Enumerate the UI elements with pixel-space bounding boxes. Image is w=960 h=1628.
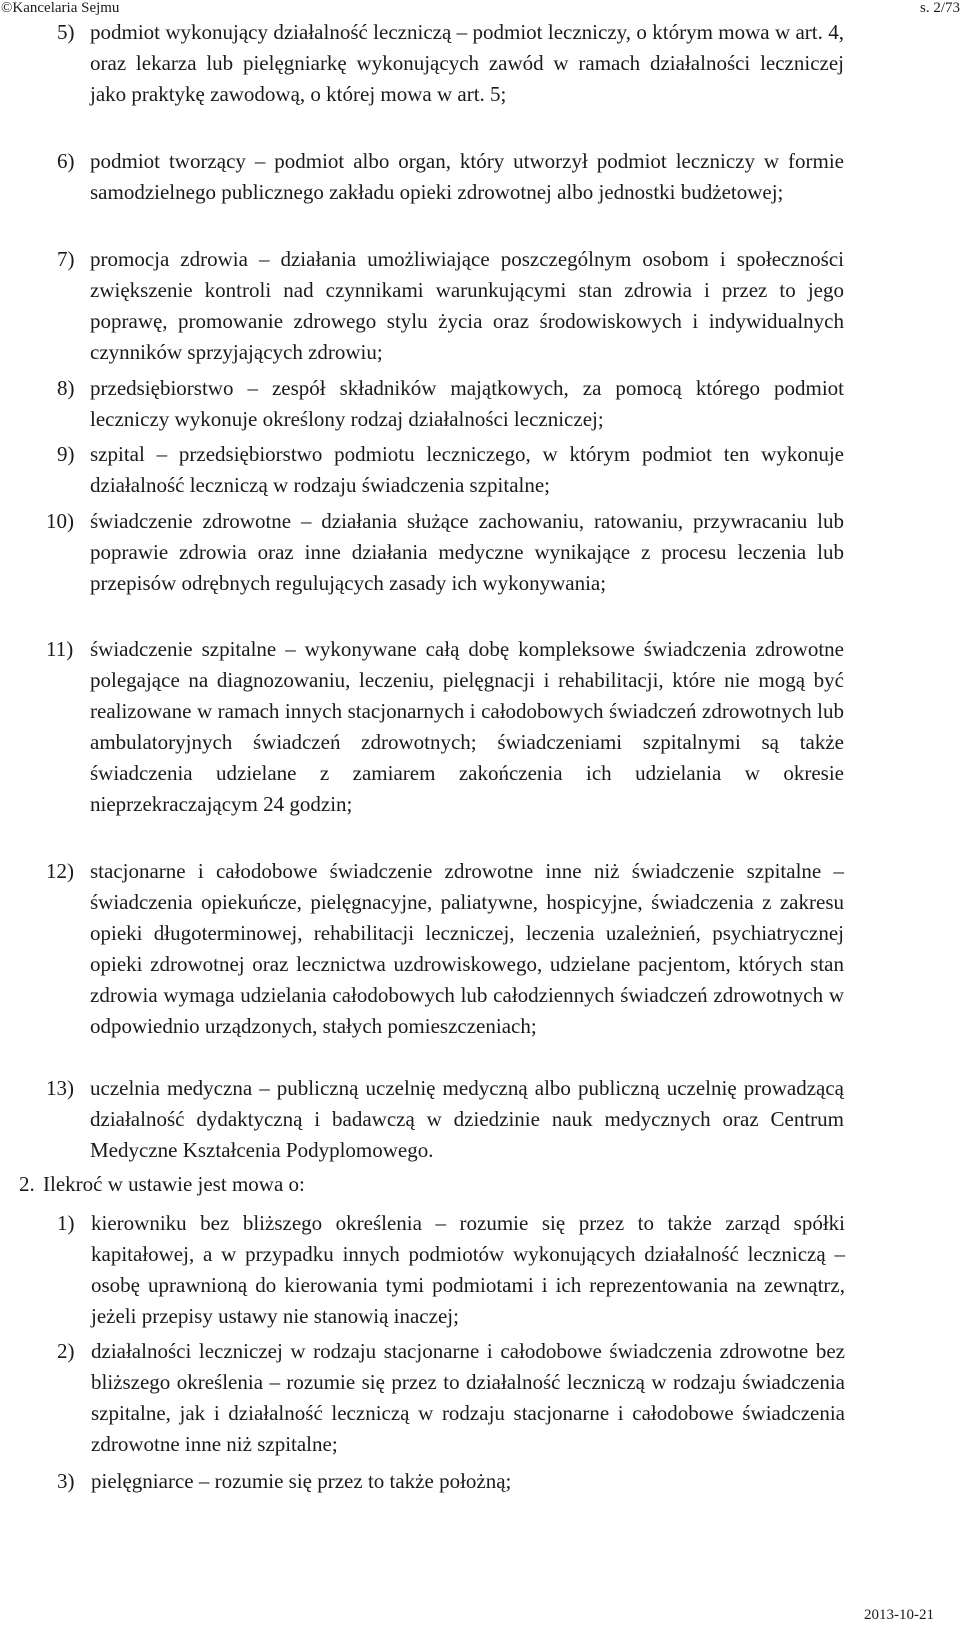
section-text: Ilekroć w ustawie jest mowa o: (43, 1172, 305, 1196)
item-number: 6) (57, 149, 75, 173)
item-number: 5) (57, 20, 75, 44)
list-item (57, 1336, 845, 1460)
list-item (57, 1208, 845, 1332)
item-number: 11) (46, 637, 74, 661)
item-text: podmiot tworzący – podmiot albo organ, który utworzył podmiot leczniczy w formie samodzielnego publicznego zakładu opieki zdrowotnej albo jednostki budżetowej; (90, 149, 844, 204)
list-item (46, 856, 844, 1042)
item-text: świadczenie zdrowotne – działania służące zachowaniu, ratowaniu, przywracaniu lub poprawie zdrowia oraz inne działania medyczne wynikające z procesu leczenia lub przepisów odrębnych regulujących zasady ich wykonywania; (90, 509, 844, 595)
item-number: 10) (46, 509, 74, 533)
item-number: 8) (57, 376, 75, 400)
page-footer-date: 2013-10-21 (864, 1607, 934, 1623)
item-text: kierowniku bez bliższego określenia – rozumie się przez to także zarząd spółki kapitałowej, a w przypadku innych podmiotów wykonujących działalność leczniczą – osobę uprawnioną do kierowania tymi podmiotami i ich reprezentowania na zewnątrz, jeżeli przepisy ustawy nie stanowią inaczej; (91, 1211, 845, 1328)
item-number: 12) (46, 859, 74, 883)
item-text: przedsiębiorstwo – zespół składników majątkowych, za pomocą którego podmiot leczniczy wykonuje określony rodzaj działalności leczniczej; (90, 376, 844, 431)
item-number: 9) (57, 442, 75, 466)
item-number: 7) (57, 247, 75, 271)
item-text: promocja zdrowia – działania umożliwiające poszczególnym osobom i społeczności zwiększenie kontroli nad czynnikami warunkującymi stan zdrowia i przez to jego poprawę, promowanie zdrowego stylu życia oraz środowiskowych i indywidualnych czynników sprzyjających zdrowiu; (90, 247, 844, 364)
list-item (57, 1466, 845, 1497)
page-number: s. 2/73 (919, 0, 960, 16)
list-item (46, 1073, 844, 1166)
item-number: 3) (57, 1469, 75, 1493)
list-item (46, 506, 844, 599)
list-item (57, 17, 844, 110)
item-text: podmiot wykonujący działalność leczniczą – podmiot leczniczy, o którym mowa w art. 4, oraz lekarza lub pielęgniarkę wykonujących zawód w ramach działalności leczniczej jako praktykę zawodową, o której mowa w art. 5; (90, 20, 844, 106)
list-item (57, 146, 844, 208)
item-text: stacjonarne i całodobowe świadczenie zdrowotne inne niż świadczenie szpitalne – świadczenia opiekuńcze, pielęgnacyjne, paliatywne, hospicyjne, świadczenia z zakresu opieki długoterminowej, rehabilitacji leczniczej, leczenia uzależnień, psychiatrycznej opieki zdrowotnej oraz lecznictwa uzdrowiskowego, udzielane pacjentom, których stan zdrowia wymaga udzielania całodobowych lub całodziennych świadczeń zdrowotnych w odpowiednio urządzonych, stałych pomieszczeniach; (90, 859, 844, 1038)
item-text: świadczenie szpitalne – wykonywane całą dobę kompleksowe świadczenia zdrowotne polegające na diagnozowaniu, leczeniu, pielęgnacji i rehabilitacji, które nie mogą być realizowane w ramach innych stacjonarnych i całodobowych świadczeń zdrowotnych lub ambulatoryjnych świadczeń zdrowotnych; świadczeniami szpitalnymi są także świadczenia udzielane z zamiarem zakończenia ich udzielania w okresie nieprzekraczającym 24 godzin; (90, 637, 844, 816)
list-item (57, 373, 844, 435)
list-item (57, 244, 844, 368)
section-number: 2. (19, 1172, 35, 1196)
item-text: szpital – przedsiębiorstwo podmiotu leczniczego, w którym podmiot ten wykonuje działalność leczniczą w rodzaju świadczenia szpitalne; (90, 442, 844, 497)
item-text: działalności leczniczej w rodzaju stacjonarne i całodobowe świadczenia zdrowotne bez bliższego określenia – rozumie się przez to działalność leczniczą w rodzaju świadczenia szpitalne, jak i działalność leczniczą w rodzaju stacjonarne i całodobowe świadczenia zdrowotne inne niż szpitalne; (91, 1339, 845, 1456)
list-item (46, 634, 844, 820)
list-item (57, 439, 844, 501)
source-label: ©Kancelaria Sejmu (1, 0, 120, 16)
item-number: 2) (57, 1339, 75, 1363)
section-heading (19, 1169, 643, 1200)
item-number: 13) (46, 1076, 74, 1100)
item-number: 1) (57, 1211, 75, 1235)
item-text: uczelnia medyczna – publiczną uczelnię medyczną albo publiczną uczelnię prowadzącą działalność dydaktyczną i badawczą w dziedzinie nauk medycznych oraz Centrum Medyczne Kształcenia Podyplomowego. (90, 1076, 844, 1162)
item-text: pielęgniarce – rozumie się przez to także położną; (91, 1469, 512, 1493)
